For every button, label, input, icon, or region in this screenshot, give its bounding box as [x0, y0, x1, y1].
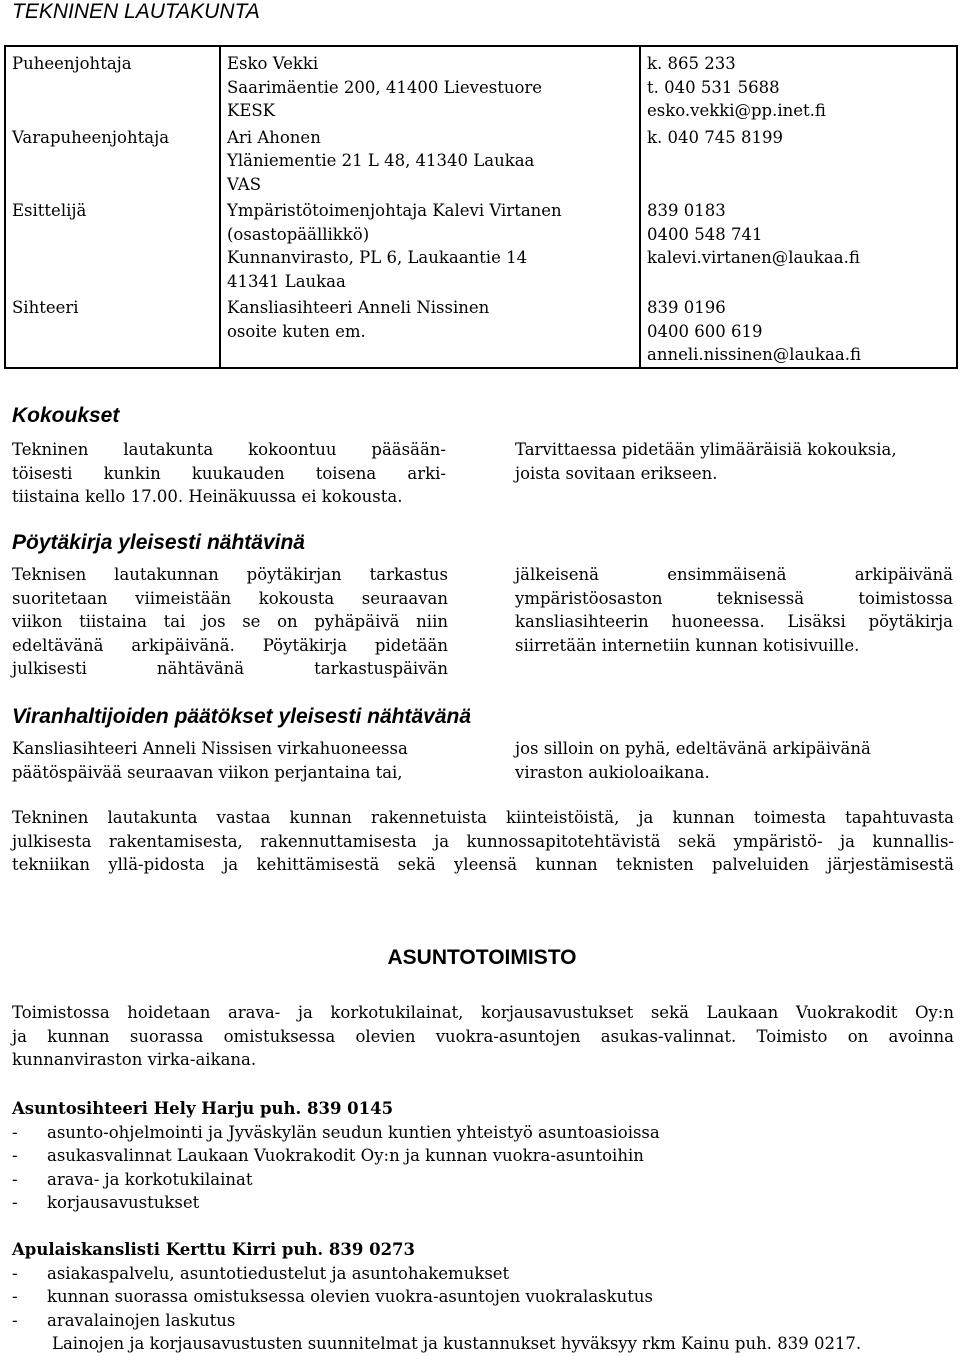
detail-line: Yläniementie 21 L 48, 41340 Laukaa: [227, 151, 535, 170]
text-line: julkisesta rakentamisesta, rakennuttamisesta ja kunnossapitotehtävistä sekä ympäristö- ja kunnallis-: [12, 831, 954, 851]
contact-phones: [640, 293, 957, 368]
list-item-text: arava- ja korkotukilainat: [47, 1169, 253, 1189]
text-line: edeltävänä arkipäivänä. Pöytäkirja pidetään: [12, 635, 448, 655]
kokoukset-right: [515, 438, 953, 485]
phone-line: 0400 548 741: [647, 224, 763, 244]
text-line: Teknisen lautakunnan pöytäkirjan tarkastus: [12, 565, 448, 584]
contact-phones: [640, 123, 957, 197]
detail-line: Ari Ahonen: [227, 127, 321, 147]
dash-bullet: -: [12, 1146, 18, 1165]
detail-line: VAS: [227, 174, 262, 194]
contact-row: [5, 293, 957, 368]
list-item-text: aravalainojen laskutus: [47, 1310, 236, 1330]
text-line: siirretään internetiin kunnan kotisivuille.: [515, 635, 860, 655]
phone-line: 839 0196: [647, 298, 726, 317]
contact-row: [5, 46, 957, 123]
list-item: [12, 1121, 954, 1145]
email-line: esko.vekki@pp.inet.fi: [647, 101, 826, 120]
detail-line: Ympäristötoimenjohtaja Kalevi Virtanen: [227, 201, 562, 220]
asuntotoimisto-heading: ASUNTOTOIMISTO: [387, 946, 577, 969]
text-line: viikon tiistaina tai jos se on pyhäpäivä niin: [12, 612, 448, 631]
contact-details: [220, 293, 640, 368]
list-item-text: kunnan suorassa omistuksessa olevien vuokra-asuntojen vuokralaskutus: [47, 1287, 653, 1306]
list-item: [12, 1262, 954, 1286]
detail-line: Saarimäentie 200, 41400 Lievestuore: [227, 77, 543, 97]
dash-bullet: -: [12, 1263, 18, 1283]
text-line: jälkeisenä ensimmäisenä arkipäivänä: [515, 565, 953, 584]
contact-role: Esittelijä: [5, 196, 220, 293]
contact-role: Sihteeri: [5, 293, 220, 368]
list-item: [12, 1144, 954, 1168]
person1-title: Asuntosihteeri Hely Harju puh. 839 0145: [12, 1099, 394, 1118]
list-item: [12, 1309, 954, 1333]
contact-details: [220, 196, 640, 293]
text-line: ympäristöosaston teknisessä toimistossa: [515, 588, 953, 608]
page-title: TEKNINEN LAUTAKUNTA: [12, 0, 260, 23]
phone-line: k. 040 745 8199: [647, 127, 783, 147]
viranhaltijoiden-heading: Viranhaltijoiden päätökset yleisesti nähtävänä: [12, 705, 472, 728]
kokoukset-heading: Kokoukset: [12, 404, 120, 427]
phone-line: t. 040 531 5688: [647, 77, 780, 97]
text-line: Kansliasihteeri Anneli Nissisen virkahuoneessa: [12, 739, 408, 758]
dash-bullet: -: [12, 1287, 18, 1306]
contact-table: [4, 45, 958, 369]
kokoukset-left: [12, 438, 446, 509]
contact-phones: [640, 196, 957, 293]
list-item: [12, 1191, 954, 1215]
vastaa-paragraph: [12, 806, 954, 877]
list-item-text: korjausavustukset: [47, 1193, 200, 1212]
text-line: Tarvittaessa pidetään ylimääräisiä kokouksia,: [515, 440, 897, 459]
list-item-text: asiakaspalvelu, asuntotiedustelut ja asuntohakemukset: [47, 1263, 510, 1283]
list-item: [12, 1168, 954, 1192]
poytakirja-heading: Pöytäkirja yleisesti nähtävinä: [12, 531, 305, 554]
text-line: tiistaina kello 17.00. Heinäkuussa ei kokousta.: [12, 487, 403, 506]
text-line: kunnanviraston virka-aikana.: [12, 1050, 257, 1069]
text-line: Tekninen lautakunta vastaa kunnan rakennetuista kiinteistöistä, ja kunnan toimesta tapahtuvasta: [12, 808, 954, 827]
viranhaltijoiden-left: [12, 737, 482, 784]
detail-line: Esko Vekki: [227, 54, 319, 73]
phone-line: 839 0183: [647, 201, 726, 220]
text-line: päätöspäivää seuraavan viikon perjantaina tai,: [12, 762, 403, 782]
text-line: ja kunnan suorassa omistuksessa olevien vuokra-asuntojen asukas-valinnat. Toimisto on avoinna: [12, 1026, 954, 1046]
dash-bullet: -: [12, 1193, 18, 1212]
contact-role: Varapuheenjohtaja: [5, 123, 220, 197]
viranhaltijoiden-right: [515, 737, 953, 784]
text-line: kansliasihteerin huoneessa. Lisäksi pöytäkirja: [515, 612, 953, 631]
dash-bullet: -: [12, 1169, 18, 1189]
list-item-text: asunto-ohjelmointi ja Jyväskylän seudun kuntien yhteistyö asuntoasioissa: [47, 1122, 660, 1142]
detail-line: Kansliasihteeri Anneli Nissinen: [227, 298, 490, 317]
contact-row: [5, 196, 957, 293]
detail-line: Kunnanvirasto, PL 6, Laukaantie 14: [227, 248, 528, 267]
text-line: Tekninen lautakunta kokoontuu pääsään-: [12, 440, 446, 459]
person1-block: [12, 1097, 954, 1215]
text-line: viraston aukioloaikana.: [515, 762, 710, 782]
text-line: suoritetaan viimeistään kokousta seuraavan: [12, 588, 448, 608]
text-line: julkisesti nähtävänä tarkastuspäivän: [12, 659, 448, 678]
contact-phones: [640, 46, 957, 123]
person2-title: Apulaiskanslisti Kerttu Kirri puh. 839 0273: [12, 1240, 416, 1259]
contact-details: [220, 123, 640, 197]
person2-note: Lainojen ja korjausavustusten suunnitelmat ja kustannukset hyväksyy rkm Kainu puh. 839 0217.: [52, 1334, 862, 1353]
dash-bullet: -: [12, 1122, 18, 1142]
list-item-text: asukasvalinnat Laukaan Vuokrakodit Oy:n ja kunnan vuokra-asuntoihin: [47, 1146, 644, 1165]
asuntotoimisto-intro: [12, 1001, 954, 1072]
person2-block: [12, 1238, 954, 1356]
email-line: anneli.nissinen@laukaa.fi: [647, 345, 861, 364]
text-line: joista sovitaan erikseen.: [515, 463, 718, 483]
text-line: töisesti kunkin kuukauden toisena arki-: [12, 463, 446, 483]
email-line: kalevi.virtanen@laukaa.fi: [647, 248, 860, 267]
text-line: jos silloin on pyhä, edeltävänä arkipäivänä: [515, 739, 871, 758]
poytakirja-left: [12, 563, 448, 681]
list-item: [12, 1285, 954, 1309]
text-line: Toimistossa hoidetaan arava- ja korkotukilainat, korjausavustukset sekä Laukaan Vuokrakodit Oy:n: [12, 1003, 954, 1022]
dash-bullet: -: [12, 1310, 18, 1330]
contact-role: Puheenjohtaja: [5, 46, 220, 123]
detail-line: osoite kuten em.: [227, 321, 366, 341]
text-line: tekniikan yllä-pidosta ja kehittämisestä sekä yleensä kunnan teknisten palveluiden järjestämisestä: [12, 855, 954, 874]
detail-line: 41341 Laukaa: [227, 271, 346, 291]
detail-line: (osastopäällikkö): [227, 224, 370, 244]
poytakirja-right: [515, 563, 953, 657]
contact-row: [5, 123, 957, 197]
phone-line: k. 865 233: [647, 54, 736, 73]
phone-line: 0400 600 619: [647, 321, 763, 341]
contact-details: [220, 46, 640, 123]
detail-line: KESK: [227, 101, 276, 120]
